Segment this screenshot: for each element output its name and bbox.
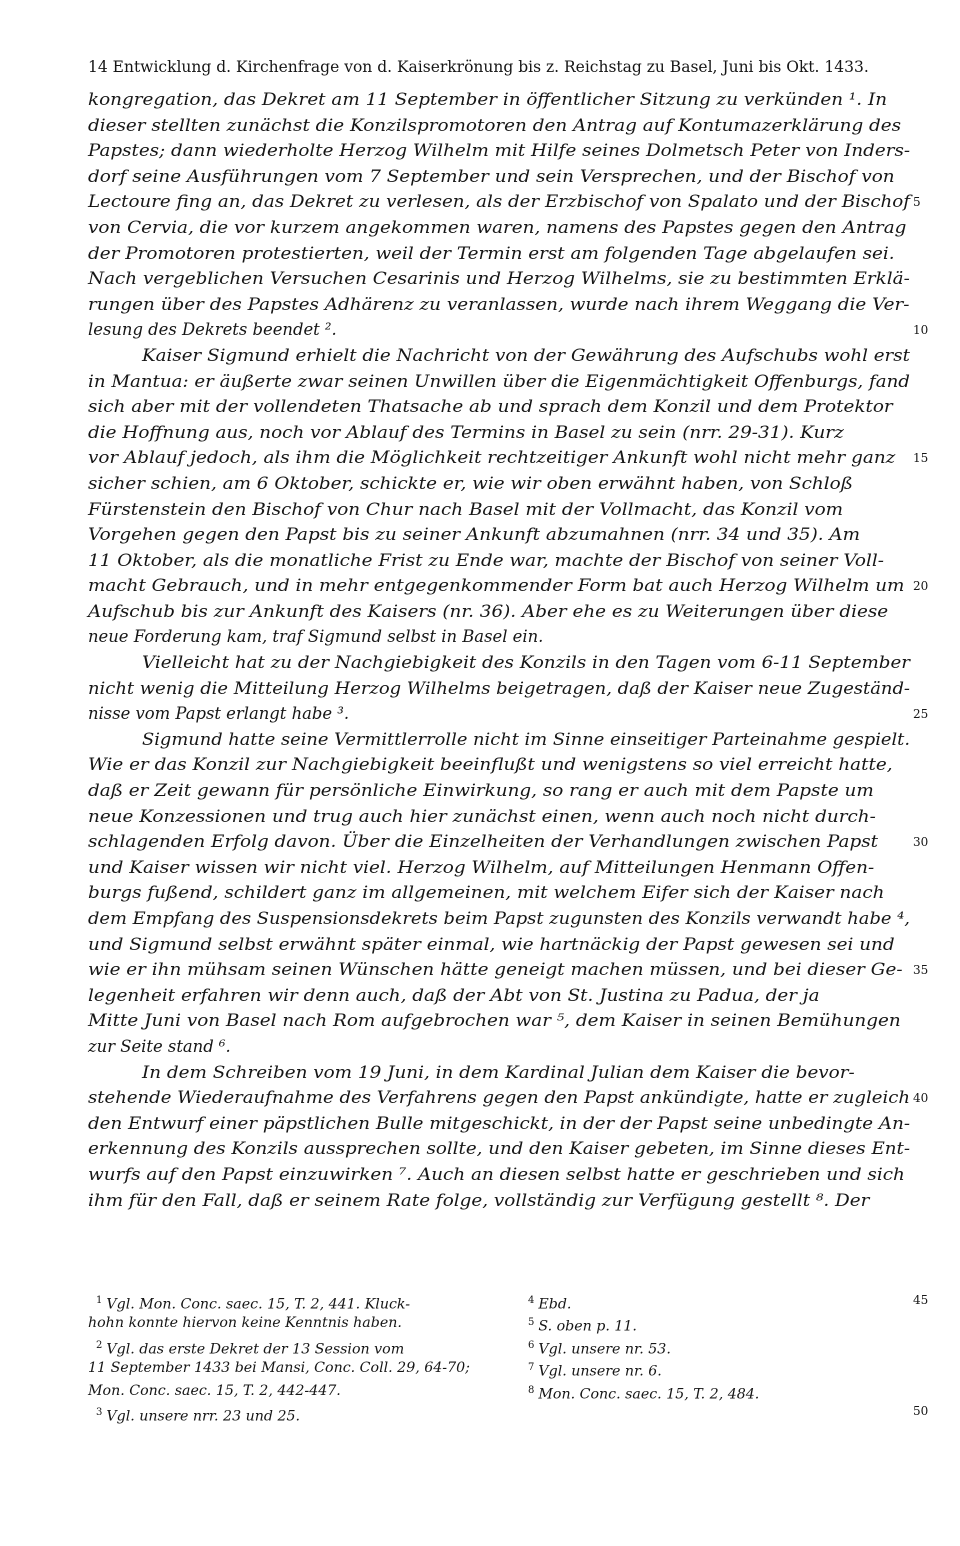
text-line (88, 471, 910, 497)
text-line-content: den Entwurf einer päpstlichen Bulle mitgeschickt, in der der Papst seine unbedingte An- (88, 1113, 911, 1133)
text-line-content: Vorgehen gegen den Papst bis zu seiner Ankunft abzumahnen (nrr. 34 und 35). Am (88, 525, 861, 545)
text-line-content: Aufschub bis zur Ankunft des Kaisers (nr. 36). Aber ehe es zu Weiterungen über diese (88, 601, 889, 621)
text-line-content: erkennung des Konzils aussprechen sollte, und den Kaiser gebeten, im Sinne dieses Ent- (88, 1139, 910, 1159)
footnote-line (88, 1312, 488, 1334)
footnote-line (520, 1380, 900, 1402)
text-line (88, 804, 910, 830)
text-line-content: Lectoure fing an, das Dekret zu verlesen, als der Erzbischof von Spalato und der Bischof (88, 192, 911, 212)
footnote-number: 6 (528, 1339, 535, 1351)
footnote-number: 8 (528, 1384, 535, 1396)
text-line (88, 701, 910, 727)
text-line-content: macht Gebrauch, und in mehr entgegenkommender Form bat auch Herzog Wilhelm um (88, 576, 905, 596)
text-line-content: von Cervia, die vor kurzem angekommen waren, namens des Papstes gegen den Antrag (88, 217, 907, 237)
text-line-content: legenheit erfahren wir denn auch, daß der Abt von St. Justina zu Padua, der ja (88, 985, 820, 1005)
text-line (88, 317, 910, 343)
text-line (88, 113, 910, 139)
text-line (88, 880, 910, 906)
text-line-content: wurfs auf den Papst einzuwirken ⁷. Auch an diesen selbst hatte er geschrieben und sich (88, 1164, 905, 1184)
text-line-content: burgs fußend, schildert ganz im allgemeinen, mit welchem Eifer sich der Kaiser nach (88, 883, 885, 903)
text-line-content: in Mantua: er äußerte zwar seinen Unwillen über die Eigenmächtigkeit Offenburgs, fand (88, 371, 910, 391)
text-line (88, 369, 910, 395)
text-line (88, 1034, 910, 1060)
text-line-content: Wie er das Konzil zur Nachgiebigkeit beeinflußt und wenigstens so viel erreicht hatte, (88, 755, 893, 775)
text-line-content: dorf seine Ausführungen vom 7 September und sein Versprechen, und der Bischof von (88, 166, 895, 186)
footnote-text: Vgl. das erste Dekret der 13 Session vom (106, 1341, 405, 1358)
margin-line-number: 5 (913, 195, 921, 210)
text-line (88, 343, 910, 369)
text-line (88, 676, 910, 702)
text-line (88, 599, 910, 625)
text-line-content: Fürstenstein den Bischof von Chur nach Basel mit der Vollmacht, das Konzil vom (88, 499, 844, 519)
text-line-content: nicht wenig die Mitteilung Herzog Wilhelms beigetragen, daß der Kaiser neue Zugeständ- (88, 678, 910, 698)
text-line-content: In dem Schreiben vom 19 Juni, in dem Kardinal Julian dem Kaiser die bevor- (142, 1062, 855, 1082)
text-line-content: vor Ablauf jedoch, als ihm die Möglichkeit rechtzeitiger Ankunft wohl nicht mehr ganz (88, 448, 896, 468)
text-line (88, 1162, 910, 1188)
footnotes-left-column (88, 1290, 488, 1424)
footnote-line (520, 1335, 900, 1357)
margin-line-number: 35 (913, 963, 929, 978)
text-line-content: und Kaiser wissen wir nicht viel. Herzog Wilhelm, auf Mitteilungen Henmann Offen- (88, 857, 875, 877)
text-line-content: 11 Oktober, als die monatliche Frist zu Ende war, machte der Bischof von seiner Voll- (88, 550, 884, 570)
text-line (88, 241, 910, 267)
text-line-content: die Hoffnung aus, noch vor Ablauf des Termins in Basel zu sein (nrr. 29-31). Kurz (88, 422, 844, 442)
margin-line-number: 10 (913, 323, 929, 338)
footnote-text: Mon. Conc. saec. 15, T. 2, 484. (538, 1386, 760, 1403)
footnote-line (88, 1357, 488, 1379)
text-line (88, 983, 910, 1009)
text-line (88, 1136, 910, 1162)
footnote-line (88, 1402, 488, 1424)
text-line-content: rungen über des Papstes Adhärenz zu veranlassen, wurde nach ihrem Weggang die Ver- (88, 294, 910, 314)
footnote-line (88, 1290, 488, 1312)
text-line (88, 548, 910, 574)
footnote-number: 1 (96, 1295, 103, 1306)
footnotes-right-column (520, 1290, 900, 1402)
text-line (88, 189, 910, 215)
margin-line-number: 45 (913, 1293, 929, 1307)
text-line (88, 624, 910, 650)
footnote-line (520, 1312, 900, 1334)
text-line (88, 932, 910, 958)
text-line (88, 1188, 910, 1214)
footnote-number: 5 (528, 1317, 535, 1329)
text-line (88, 573, 910, 599)
text-line (88, 394, 910, 420)
footnote-text: Mon. Conc. saec. 15, T. 2, 442-447. (88, 1382, 341, 1399)
text-line (88, 829, 910, 855)
text-line (88, 420, 910, 446)
text-line-content: Vielleicht hat zu der Nachgiebigkeit des Konzils in den Tagen vom 6-11 September (142, 653, 911, 673)
footnote-text: Vgl. unsere nr. 6. (538, 1363, 662, 1380)
text-line (88, 1085, 910, 1111)
footnote-text: Ebd. (538, 1296, 572, 1313)
text-line (88, 164, 910, 190)
text-line-content: Mitte Juni von Basel nach Rom aufgebrochen war ⁵, dem Kaiser in seinen Bemühungen (88, 1011, 901, 1031)
footnote-text: Vgl. Mon. Conc. saec. 15, T. 2, 441. Kluck- (106, 1296, 411, 1313)
text-line-content: neue Konzessionen und trug auch hier zunächst einen, wenn auch noch nicht durch- (88, 806, 876, 826)
text-line-content: kongregation, das Dekret am 11 September in öffentlicher Sitzung zu verkünden ¹. In (88, 90, 888, 109)
text-line-content: nisse vom Papst erlangt habe ³. (88, 704, 350, 724)
text-line-content: neue Forderung kam, traf Sigmund selbst in Basel ein. (88, 627, 544, 647)
text-line (88, 727, 910, 753)
text-line-content: Kaiser Sigmund erhielt die Nachricht von der Gewährung des Aufschubs wohl erst (142, 345, 910, 365)
text-line (88, 752, 910, 778)
text-line (88, 650, 910, 676)
margin-line-number: 30 (913, 835, 929, 850)
text-line (88, 778, 910, 804)
footnote-line (520, 1357, 900, 1379)
text-line-content: Nach vergeblichen Versuchen Cesarinis und Herzog Wilhelms, sie zu bestimmten Erklä- (88, 269, 910, 289)
text-line-content: Papstes; dann wiederholte Herzog Wilhelm mit Hilfe seines Dolmetsch Peter von Inders- (88, 141, 911, 161)
text-line-content: und Sigmund selbst erwähnt später einmal, wie hartnäckig der Papst gewesen sei und (88, 934, 895, 954)
footnote-text: S. oben p. 11. (538, 1319, 637, 1336)
footnote-number: 4 (528, 1295, 535, 1306)
footnote-line (88, 1380, 488, 1402)
text-line-content: dem Empfang des Suspensionsdekrets beim Papst zugunsten des Konzils verwandt habe ⁴, (88, 909, 910, 928)
text-line-content: ihm für den Fall, daß er seinem Rate folge, vollständig zur Verfügung gestellt ⁸. Der (88, 1190, 870, 1210)
text-line (88, 957, 910, 983)
footnote-text: hohn konnte hiervon keine Kenntnis haben. (88, 1315, 402, 1332)
body-text (88, 87, 910, 1213)
footnote-number: 7 (528, 1362, 535, 1374)
footnote-text: Vgl. unsere nrr. 23 und 25. (106, 1408, 301, 1425)
text-line (88, 1111, 910, 1137)
text-line-content: daß er Zeit gewann für persönliche Einwirkung, so rang er auch mit dem Papste um (88, 781, 874, 801)
text-line-content: zur Seite stand ⁶. (88, 1036, 231, 1056)
text-line-content: Sigmund hatte seine Vermittlerrolle nicht im Sinne einseitiger Parteinahme gespielt. (142, 729, 911, 749)
text-line (88, 522, 910, 548)
text-line-content: wie er ihn mühsam seinen Wünschen hätte geneigt machen müssen, und bei dieser Ge- (88, 960, 903, 980)
text-line (88, 1008, 910, 1034)
footnote-text: Vgl. unsere nr. 53. (538, 1341, 671, 1358)
text-line (88, 215, 910, 241)
margin-line-number: 20 (913, 579, 929, 594)
text-line-content: lesung des Dekrets beendet ². (88, 320, 337, 340)
text-line (88, 292, 910, 318)
footnote-text: 11 September 1433 bei Mansi, Conc. Coll. 29, 64-70; (88, 1360, 470, 1377)
margin-line-number: 40 (913, 1091, 929, 1106)
margin-line-number: 50 (913, 1404, 929, 1418)
text-line (88, 266, 910, 292)
margin-line-number: 15 (913, 451, 929, 466)
margin-line-number: 25 (913, 707, 929, 722)
text-line (88, 87, 910, 113)
text-line-content: sicher schien, am 6 Oktober, schickte er, wie wir oben erwähnt haben, von Schloß (88, 473, 853, 493)
footnote-number: 3 (96, 1406, 103, 1418)
text-line (88, 906, 910, 932)
text-line-content: der Promotoren protestierten, weil der Termin erst am folgenden Tage abgelaufen sei. (88, 243, 895, 263)
text-line (88, 138, 910, 164)
footnote-number: 2 (96, 1339, 103, 1351)
text-line-content: schlagenden Erfolg davon. Über die Einzelheiten der Verhandlungen zwischen Papst (88, 832, 879, 852)
text-line (88, 855, 910, 881)
text-line-content: dieser stellten zunächst die Konzilspromotoren den Antrag auf Kontumazerklärung des (88, 115, 902, 135)
text-line-content: stehende Wiederaufnahme des Verfahrens gegen den Papst ankündigte, hatte er zugleich (88, 1088, 910, 1108)
footnote-line (520, 1290, 900, 1312)
text-line-content: sich aber mit der vollendeten Thatsache ab und sprach dem Konzil und dem Protektor (88, 397, 893, 417)
text-line (88, 1060, 910, 1086)
footnote-line (88, 1335, 488, 1357)
text-line (88, 445, 910, 471)
running-head: 14 Entwicklung d. Kirchenfrage von d. Kaiserkrönung bis z. Reichstag zu Basel, Juni bis Okt. 1433. (88, 58, 869, 76)
text-line (88, 497, 910, 523)
